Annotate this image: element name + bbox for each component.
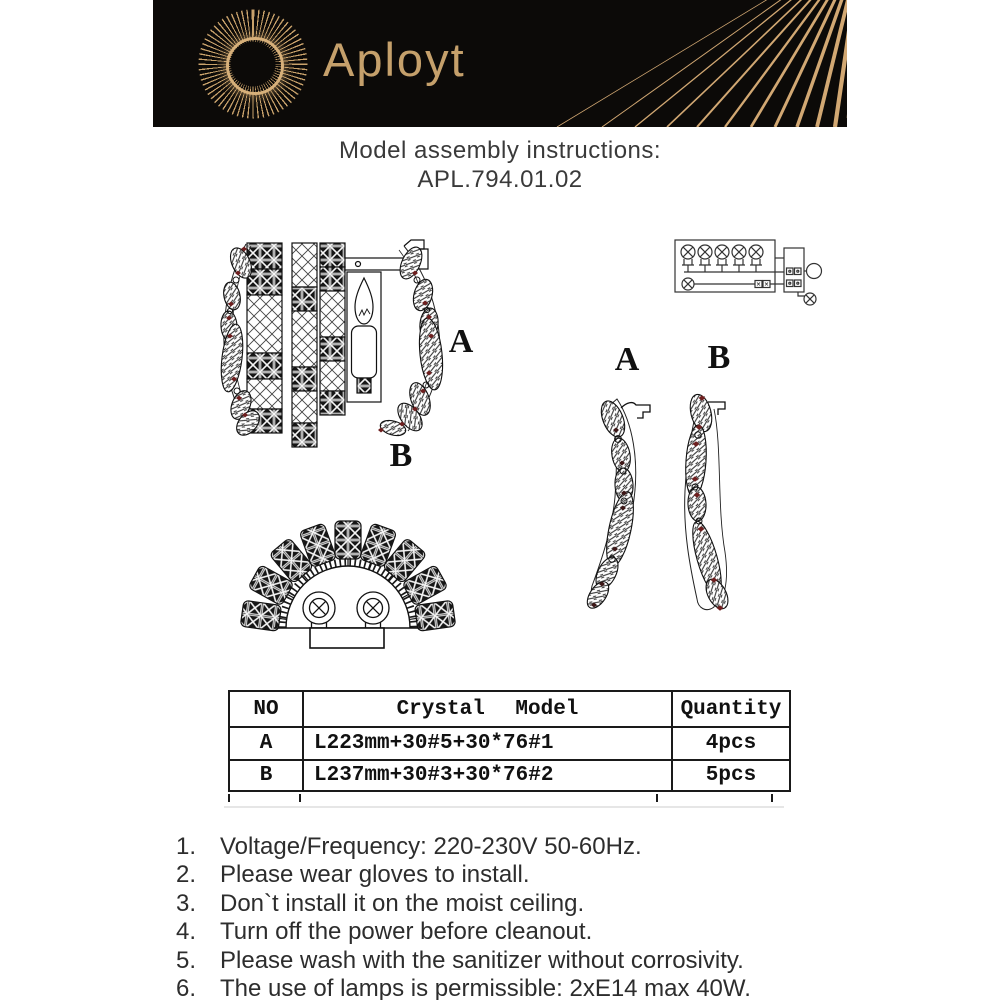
table-edge-fragment (299, 794, 301, 802)
doc-title: Model assembly instructions: (338, 137, 662, 164)
corner-rays-icon (547, 0, 847, 127)
col-header-quantity: Quantity (672, 691, 790, 727)
row-a-model: L223mm+30#5+30*76#1 (303, 727, 672, 760)
table-edge-fragment (771, 794, 773, 802)
instruction-text: Don`t install it on the moist ceiling. (220, 889, 585, 917)
instruction-text: The use of lamps is permissible: 2xE14 max 40W. (220, 974, 751, 1000)
brand-banner (153, 0, 847, 127)
instruction-item (176, 947, 876, 975)
row-a-qty: 4pcs (672, 727, 790, 760)
instruction-item (176, 918, 876, 946)
bulb (347, 272, 381, 402)
lamp-symbol-right (804, 293, 816, 305)
table-edge-fragment (228, 794, 230, 802)
dome-arc (286, 566, 410, 628)
row-b-model: L237mm+30#3+30*76#2 (303, 760, 672, 791)
instruction-text: Turn off the power before cleanout. (220, 918, 593, 946)
strand-a-drawing (583, 389, 668, 623)
table-row (229, 727, 790, 760)
base-plate (310, 628, 384, 648)
instruction-number: 6. (176, 974, 197, 1000)
terminal-block (784, 248, 804, 292)
model-number: APL.794.01.02 (417, 166, 583, 193)
instruction-item (176, 975, 876, 1000)
table-edge-fragment (656, 794, 658, 802)
instruction-number: 2. (176, 861, 197, 889)
col-header-model: Crystal Model (303, 691, 672, 727)
front-view-label-a: A (448, 323, 474, 360)
instruction-text: Please wash with the sanitizer without corrosivity. (220, 946, 744, 974)
instruction-text: Please wear gloves to install. (220, 861, 530, 889)
instruction-number: 1. (176, 833, 197, 860)
earth-terminal (807, 264, 822, 279)
instructions-list (176, 833, 876, 1000)
strand-a-label: A (614, 341, 640, 378)
front-view-drawing (218, 232, 468, 474)
sunburst-ring-icon (226, 37, 284, 95)
crystal-columns (247, 243, 345, 447)
instruction-number: 4. (176, 918, 197, 946)
crystal-table (228, 690, 791, 792)
wiring-diagram (672, 228, 824, 310)
instruction-number: 5. (176, 946, 197, 974)
instruction-item (176, 890, 876, 918)
brand-name: Aployt (323, 33, 466, 86)
cropped-row-fragment (224, 806, 784, 808)
instruction-text: Voltage/Frequency: 220-230V 50-60Hz. (220, 833, 642, 860)
instruction-item (176, 861, 876, 889)
front-view-label-b: B (389, 437, 413, 474)
table-row (229, 760, 790, 791)
row-b-qty: 5pcs (672, 760, 790, 791)
bottom-view-drawing (236, 518, 458, 652)
table-header-row (229, 691, 790, 727)
instruction-number: 3. (176, 889, 197, 917)
instruction-item (176, 833, 876, 861)
strand-b-drawing (670, 387, 760, 625)
lamp-symbols (681, 245, 763, 272)
row-b-no: B (229, 760, 303, 791)
strand-b-label: B (707, 339, 731, 376)
lamp-symbol-bottom (682, 278, 694, 290)
col-header-no: NO (229, 691, 303, 727)
row-a-no: A (229, 727, 303, 760)
